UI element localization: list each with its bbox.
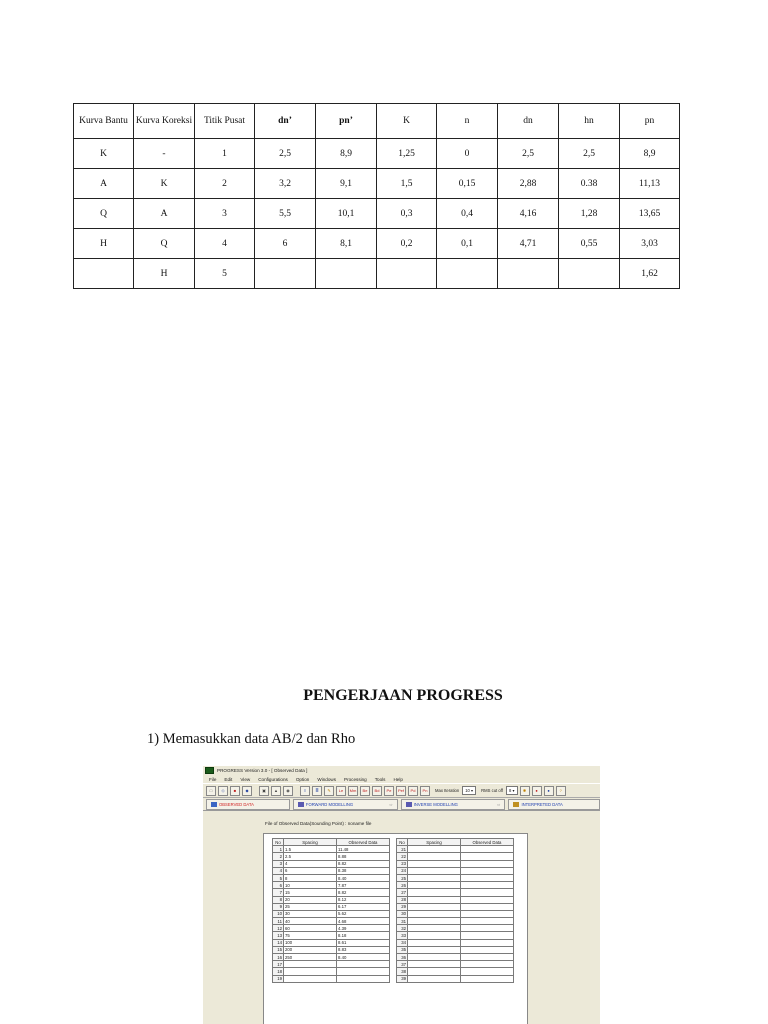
grid-row: [397, 910, 514, 917]
grid-row: [273, 860, 390, 867]
table-header-cell: Kurva Bantu: [74, 104, 134, 139]
grid-cell-input[interactable]: [408, 975, 461, 982]
grid-row-number: 14: [273, 939, 284, 946]
grid-row-number: 17: [273, 961, 284, 968]
grid-row: [397, 939, 514, 946]
grid-row-number: 28: [397, 896, 408, 903]
table-cell: 1,5: [377, 169, 437, 199]
table-cell: 0: [437, 139, 498, 169]
menu-item[interactable]: Tools: [374, 776, 386, 782]
grid-row-number: 37: [397, 961, 408, 968]
brush-icon[interactable]: ✎: [324, 786, 334, 796]
grid-row-number: 22: [397, 853, 408, 860]
grid-row: [273, 874, 390, 881]
table-cell: 1,62: [620, 259, 680, 289]
grid-row-number: 7: [273, 889, 284, 896]
toolbar-button[interactable]: Pe: [384, 786, 394, 796]
table-cell: 4: [195, 229, 255, 259]
grid-row: [273, 975, 390, 982]
open-file-icon[interactable]: ◇: [218, 786, 228, 796]
table-icon[interactable]: ≡: [300, 786, 310, 796]
grid-row: [397, 932, 514, 939]
grid-cell-input[interactable]: 8.18: [337, 932, 390, 939]
grid-row-number: 24: [397, 867, 408, 874]
grid-row: [273, 882, 390, 889]
grid-row: [273, 846, 390, 853]
grid-row: [273, 939, 390, 946]
grid-row: [397, 925, 514, 932]
grid-row: [273, 867, 390, 874]
table-cell: 6: [255, 229, 316, 259]
grid-cell-input[interactable]: 4.39: [337, 925, 390, 932]
table-cell: 2,5: [498, 139, 559, 169]
table-cell: 3,2: [255, 169, 316, 199]
grid-row: [397, 860, 514, 867]
table-header-cell: K: [377, 104, 437, 139]
grid-row: [397, 867, 514, 874]
grid-row-number: 21: [397, 846, 408, 853]
rms-cutoff-select[interactable]: 8 ▾: [506, 786, 518, 795]
table-cell: 13,65: [620, 199, 680, 229]
grid-cell-input[interactable]: [461, 874, 514, 881]
grid-row-number: 1: [273, 846, 284, 853]
table-cell: 0,2: [377, 229, 437, 259]
grid-cell-input[interactable]: [284, 968, 337, 975]
grid-row-number: 34: [397, 939, 408, 946]
grid-row: [273, 918, 390, 925]
grid-cell-input[interactable]: 100: [284, 939, 337, 946]
grid-row: [397, 946, 514, 953]
zoom-icon[interactable]: ◉: [283, 786, 293, 796]
grid-cell-input[interactable]: 8.40: [337, 874, 390, 881]
grid-row-number: 32: [397, 925, 408, 932]
grid-row-number: 3: [273, 860, 284, 867]
grid-cell-input[interactable]: 8: [284, 874, 337, 881]
grid-cell-input[interactable]: [461, 975, 514, 982]
table-cell: 2: [195, 169, 255, 199]
toolbar-button[interactable]: Pd: [408, 786, 418, 796]
hammer-icon: [513, 802, 519, 807]
toolbar-button[interactable]: Le: [336, 786, 346, 796]
toolbar-button[interactable]: Be: [360, 786, 370, 796]
grid-row-number: 13: [273, 932, 284, 939]
grid-row-number: 18: [273, 968, 284, 975]
table-cell: 0,15: [437, 169, 498, 199]
table-cell: 8,9: [620, 139, 680, 169]
grid-row: [273, 853, 390, 860]
table-cell: 5,5: [255, 199, 316, 229]
grid-row: [397, 882, 514, 889]
grid-cell-input[interactable]: [408, 853, 461, 860]
grid-cell-input[interactable]: 8.38: [337, 867, 390, 874]
grid-cell-input[interactable]: [461, 882, 514, 889]
grid-cell-input[interactable]: 6: [284, 867, 337, 874]
table-header-cell: hn: [559, 104, 620, 139]
table-cell: A: [134, 199, 195, 229]
app-logo-icon: [205, 767, 214, 774]
grid-row-number: 11: [273, 918, 284, 925]
grid-cell-input[interactable]: [408, 896, 461, 903]
grid-row: [273, 961, 390, 968]
grid-row: [273, 946, 390, 953]
grid-row: [273, 889, 390, 896]
grid-row-number: 16: [273, 954, 284, 961]
table-cell: [255, 259, 316, 289]
grid-row: [273, 903, 390, 910]
curve-table-header-row: [74, 104, 680, 139]
grid-row-number: 19: [273, 975, 284, 982]
grid-cell-input[interactable]: [284, 975, 337, 982]
grid-cell-input[interactable]: [408, 874, 461, 881]
grid-cell-input[interactable]: [408, 939, 461, 946]
menu-item[interactable]: Option: [295, 776, 310, 782]
grid-icon[interactable]: ≣: [312, 786, 322, 796]
table-cell: [316, 259, 377, 289]
table-cell: H: [74, 229, 134, 259]
table-cell: 10,1: [316, 199, 377, 229]
table-cell: 1,28: [559, 199, 620, 229]
grid-cell-input[interactable]: [408, 918, 461, 925]
app-toolbar: [203, 783, 600, 798]
table-header-cell: Kurva Koreksi: [134, 104, 195, 139]
grid-row: [397, 846, 514, 853]
grid-cell-input[interactable]: [408, 903, 461, 910]
max-iteration-label: Max Iteration: [435, 788, 460, 793]
grid-cell-input[interactable]: [408, 932, 461, 939]
menu-item[interactable]: View: [240, 776, 251, 782]
grid-row: [397, 975, 514, 982]
table-cell: 0,1: [437, 229, 498, 259]
grid-cell-input[interactable]: 15: [284, 889, 337, 896]
step-1-text: 1) Memasukkan data AB/2 dan Rho: [147, 731, 356, 747]
grid-row-number: 8: [273, 896, 284, 903]
grid-row-number: 12: [273, 925, 284, 932]
grid-cell-input[interactable]: [461, 946, 514, 953]
file-label: File of Observed Data(Sounding Point) : noname file: [265, 821, 372, 826]
grid-cell-input[interactable]: [461, 910, 514, 917]
grid-cell-input[interactable]: [408, 961, 461, 968]
grid-cell-input[interactable]: [337, 968, 390, 975]
table-row: [74, 139, 680, 169]
forward-modelling-icon: [298, 802, 304, 807]
app-tabs: [203, 798, 600, 811]
table-cell: 0,4: [437, 199, 498, 229]
grid-row-number: 25: [397, 874, 408, 881]
grid-cell-input[interactable]: [408, 925, 461, 932]
grid-cell-input[interactable]: [461, 853, 514, 860]
grid-cell-input[interactable]: [337, 961, 390, 968]
print-icon[interactable]: ▣: [259, 786, 269, 796]
table-cell: A: [74, 169, 134, 199]
grid-header-cell: No: [273, 839, 284, 846]
observed-data-panel: [203, 811, 600, 1011]
table-cell: 2,88: [498, 169, 559, 199]
menu-item[interactable]: Processing: [344, 776, 367, 782]
table-cell: 0.38: [559, 169, 620, 199]
grid-cell-input[interactable]: [461, 968, 514, 975]
table-cell: 5: [195, 259, 255, 289]
grid-row: [397, 954, 514, 961]
grid-row-number: 10: [273, 910, 284, 917]
grid-cell-input[interactable]: 8.40: [337, 954, 390, 961]
grid-row-number: 26: [397, 882, 408, 889]
globe-icon[interactable]: ●: [544, 786, 554, 796]
grid-row: [273, 925, 390, 932]
grid-row: [397, 961, 514, 968]
grid-row-number: 6: [273, 882, 284, 889]
grid-row: [273, 954, 390, 961]
table-cell: [377, 259, 437, 289]
table-header-cell: dn: [498, 104, 559, 139]
menu-item[interactable]: Windows: [317, 776, 337, 782]
grid-row-number: 9: [273, 903, 284, 910]
grid-row-number: 39: [397, 975, 408, 982]
grid-row-number: 4: [273, 867, 284, 874]
grid-cell-input[interactable]: [461, 918, 514, 925]
rms-cutoff-label: RMS cut off: [481, 788, 503, 793]
app-titlebar: [203, 766, 600, 775]
grid-cell-input[interactable]: [461, 925, 514, 932]
run-icon[interactable]: ✱: [520, 786, 530, 796]
grid-cell-input[interactable]: 40: [284, 918, 337, 925]
table-cell: 3,03: [620, 229, 680, 259]
grid-cell-input[interactable]: 8.12: [337, 896, 390, 903]
grid-row: [273, 968, 390, 975]
grid-cell-input[interactable]: [408, 846, 461, 853]
grid-header-cell: Observed Data: [461, 839, 514, 846]
stop-icon[interactable]: ●: [532, 786, 542, 796]
progress-app-screenshot: [203, 766, 600, 1024]
curve-table-body: [74, 139, 680, 289]
table-cell: 8,9: [316, 139, 377, 169]
grid-cell-input[interactable]: [408, 946, 461, 953]
table-cell: 4,71: [498, 229, 559, 259]
table-cell: Q: [134, 229, 195, 259]
grid-cell-input[interactable]: 1.5: [284, 846, 337, 853]
table-cell: [559, 259, 620, 289]
grid-cell-input[interactable]: [461, 903, 514, 910]
table-cell: [498, 259, 559, 289]
grid-cell-input[interactable]: [461, 896, 514, 903]
grid-header-cell: No: [397, 839, 408, 846]
grid-row: [273, 910, 390, 917]
grid-cell-input[interactable]: [461, 846, 514, 853]
tab-interpreted-data[interactable]: INTERPRETED DATA: [508, 799, 600, 810]
new-file-icon[interactable]: □: [206, 786, 216, 796]
section-title: PENGERJAAN PROGRESS: [303, 687, 503, 704]
grid-cell-input[interactable]: [408, 867, 461, 874]
grid-cell-input[interactable]: [461, 939, 514, 946]
grid-row-number: 35: [397, 946, 408, 953]
table-cell: 11,13: [620, 169, 680, 199]
arrow-right-icon: ⇨: [496, 801, 501, 807]
table-header-cell: pn’: [316, 104, 377, 139]
grid-cell-input[interactable]: [408, 882, 461, 889]
grid-header-cell: Spacing: [408, 839, 461, 846]
toolbar-button[interactable]: Pef: [396, 786, 406, 796]
grid-cell-input[interactable]: 250: [284, 954, 337, 961]
table-cell: 2,5: [255, 139, 316, 169]
table-cell: K: [134, 169, 195, 199]
curve-table: [73, 103, 680, 289]
grid-row-number: 29: [397, 903, 408, 910]
max-iteration-select[interactable]: 10 ▾: [462, 786, 476, 795]
grid-cell-input[interactable]: 8.88: [337, 853, 390, 860]
grid-row-number: 5: [273, 874, 284, 881]
grid-row: [397, 889, 514, 896]
grid-cell-input[interactable]: 75: [284, 932, 337, 939]
grid-cell-input[interactable]: 8.83: [337, 946, 390, 953]
arrow-right-icon: ⇨: [389, 801, 393, 807]
grid-cell-input[interactable]: 30: [284, 910, 337, 917]
table-cell: K: [74, 139, 134, 169]
table-row: [74, 259, 680, 289]
table-header-cell: pn: [620, 104, 680, 139]
grid-row-number: 2: [273, 853, 284, 860]
menu-item[interactable]: Edit: [224, 776, 233, 782]
help-icon[interactable]: ?: [556, 786, 566, 796]
table-cell: H: [134, 259, 195, 289]
grid-cell-input[interactable]: 8.82: [337, 860, 390, 867]
table-cell: -: [134, 139, 195, 169]
chart-icon[interactable]: ▲: [271, 786, 281, 796]
grid-cell-input[interactable]: [408, 954, 461, 961]
observed-grid-left: [272, 838, 390, 983]
grid-cell-input[interactable]: [461, 860, 514, 867]
grid-cell-input[interactable]: 10: [284, 882, 337, 889]
save-icon[interactable]: ■: [230, 786, 240, 796]
table-cell: 8,1: [316, 229, 377, 259]
grid-header-cell: Spacing: [284, 839, 337, 846]
grid-row-number: 38: [397, 968, 408, 975]
grid-cell-input[interactable]: [408, 968, 461, 975]
data-grid-panel: [263, 833, 528, 1024]
table-cell: 2,5: [559, 139, 620, 169]
grid-row: [397, 896, 514, 903]
tab-inverse-modelling[interactable]: INVERSE MODELLING ⇨: [401, 799, 506, 810]
observed-data-icon: [211, 802, 217, 807]
grid-row: [397, 968, 514, 975]
tab-observed-data[interactable]: OBSERVED DATA: [206, 799, 290, 810]
app-title: PROGRESS Version 3.0 - [ Observed Data ]: [217, 768, 308, 773]
toolbar-button[interactable]: Bd: [372, 786, 382, 796]
grid-header-cell: Observed Data: [337, 839, 390, 846]
grid-cell-input[interactable]: [408, 910, 461, 917]
grid-cell-input[interactable]: [461, 889, 514, 896]
table-cell: Q: [74, 199, 134, 229]
menu-item[interactable]: Configurations: [258, 776, 288, 782]
grid-cell-input[interactable]: [337, 975, 390, 982]
grid-cell-input[interactable]: 60: [284, 925, 337, 932]
toolbar-button[interactable]: Mm: [348, 786, 358, 796]
table-cell: 0,55: [559, 229, 620, 259]
table-cell: 9,1: [316, 169, 377, 199]
grid-row: [273, 896, 390, 903]
grid-row-number: 15: [273, 946, 284, 953]
tab-forward-modelling[interactable]: FORWARD MODELLING ⇨: [293, 799, 398, 810]
table-cell: 0,3: [377, 199, 437, 229]
grid-cell-input[interactable]: [408, 860, 461, 867]
grid-row-number: 30: [397, 910, 408, 917]
grid-cell-input[interactable]: 200: [284, 946, 337, 953]
grid-cell-input[interactable]: [461, 961, 514, 968]
grid-cell-input[interactable]: [461, 867, 514, 874]
observed-grid-right: [396, 838, 514, 983]
table-header-cell: n: [437, 104, 498, 139]
grid-row-number: 36: [397, 954, 408, 961]
grid-cell-input[interactable]: 4: [284, 860, 337, 867]
grid-cell-input[interactable]: 8.82: [337, 889, 390, 896]
grid-row: [397, 918, 514, 925]
grid-row-number: 27: [397, 889, 408, 896]
table-header-cell: dn’: [255, 104, 316, 139]
grid-cell-input[interactable]: 25: [284, 903, 337, 910]
table-cell: 4,16: [498, 199, 559, 229]
diamond-icon[interactable]: ◆: [242, 786, 252, 796]
grid-cell-input[interactable]: 7.87: [337, 882, 390, 889]
menu-item[interactable]: File: [209, 776, 217, 782]
grid-cell-input[interactable]: 11.48: [337, 846, 390, 853]
inverse-modelling-icon: [406, 802, 412, 807]
grid-cell-input[interactable]: 2.5: [284, 853, 337, 860]
table-row: [74, 169, 680, 199]
toolbar-button[interactable]: Pn: [420, 786, 430, 796]
grid-cell-input[interactable]: [284, 961, 337, 968]
table-cell: 1,25: [377, 139, 437, 169]
table-row: [74, 199, 680, 229]
grid-cell-input[interactable]: [461, 954, 514, 961]
table-cell: [437, 259, 498, 289]
grid-row-number: 23: [397, 860, 408, 867]
grid-cell-input[interactable]: 8.61: [337, 939, 390, 946]
grid-row: [397, 903, 514, 910]
grid-row: [397, 874, 514, 881]
table-header-cell: Titik Pusat: [195, 104, 255, 139]
grid-cell-input[interactable]: 4.68: [337, 918, 390, 925]
table-cell: [74, 259, 134, 289]
grid-row-number: 33: [397, 932, 408, 939]
grid-row: [273, 932, 390, 939]
grid-cell-input[interactable]: [461, 932, 514, 939]
grid-cell-input[interactable]: [408, 889, 461, 896]
table-cell: 1: [195, 139, 255, 169]
grid-cell-input[interactable]: 6.17: [337, 903, 390, 910]
app-menubar: [203, 775, 600, 783]
table-row: [74, 229, 680, 259]
grid-row: [397, 853, 514, 860]
grid-cell-input[interactable]: 20: [284, 896, 337, 903]
grid-cell-input[interactable]: 5.62: [337, 910, 390, 917]
menu-item[interactable]: Help: [393, 776, 403, 782]
grid-row-number: 31: [397, 918, 408, 925]
table-cell: 3: [195, 199, 255, 229]
